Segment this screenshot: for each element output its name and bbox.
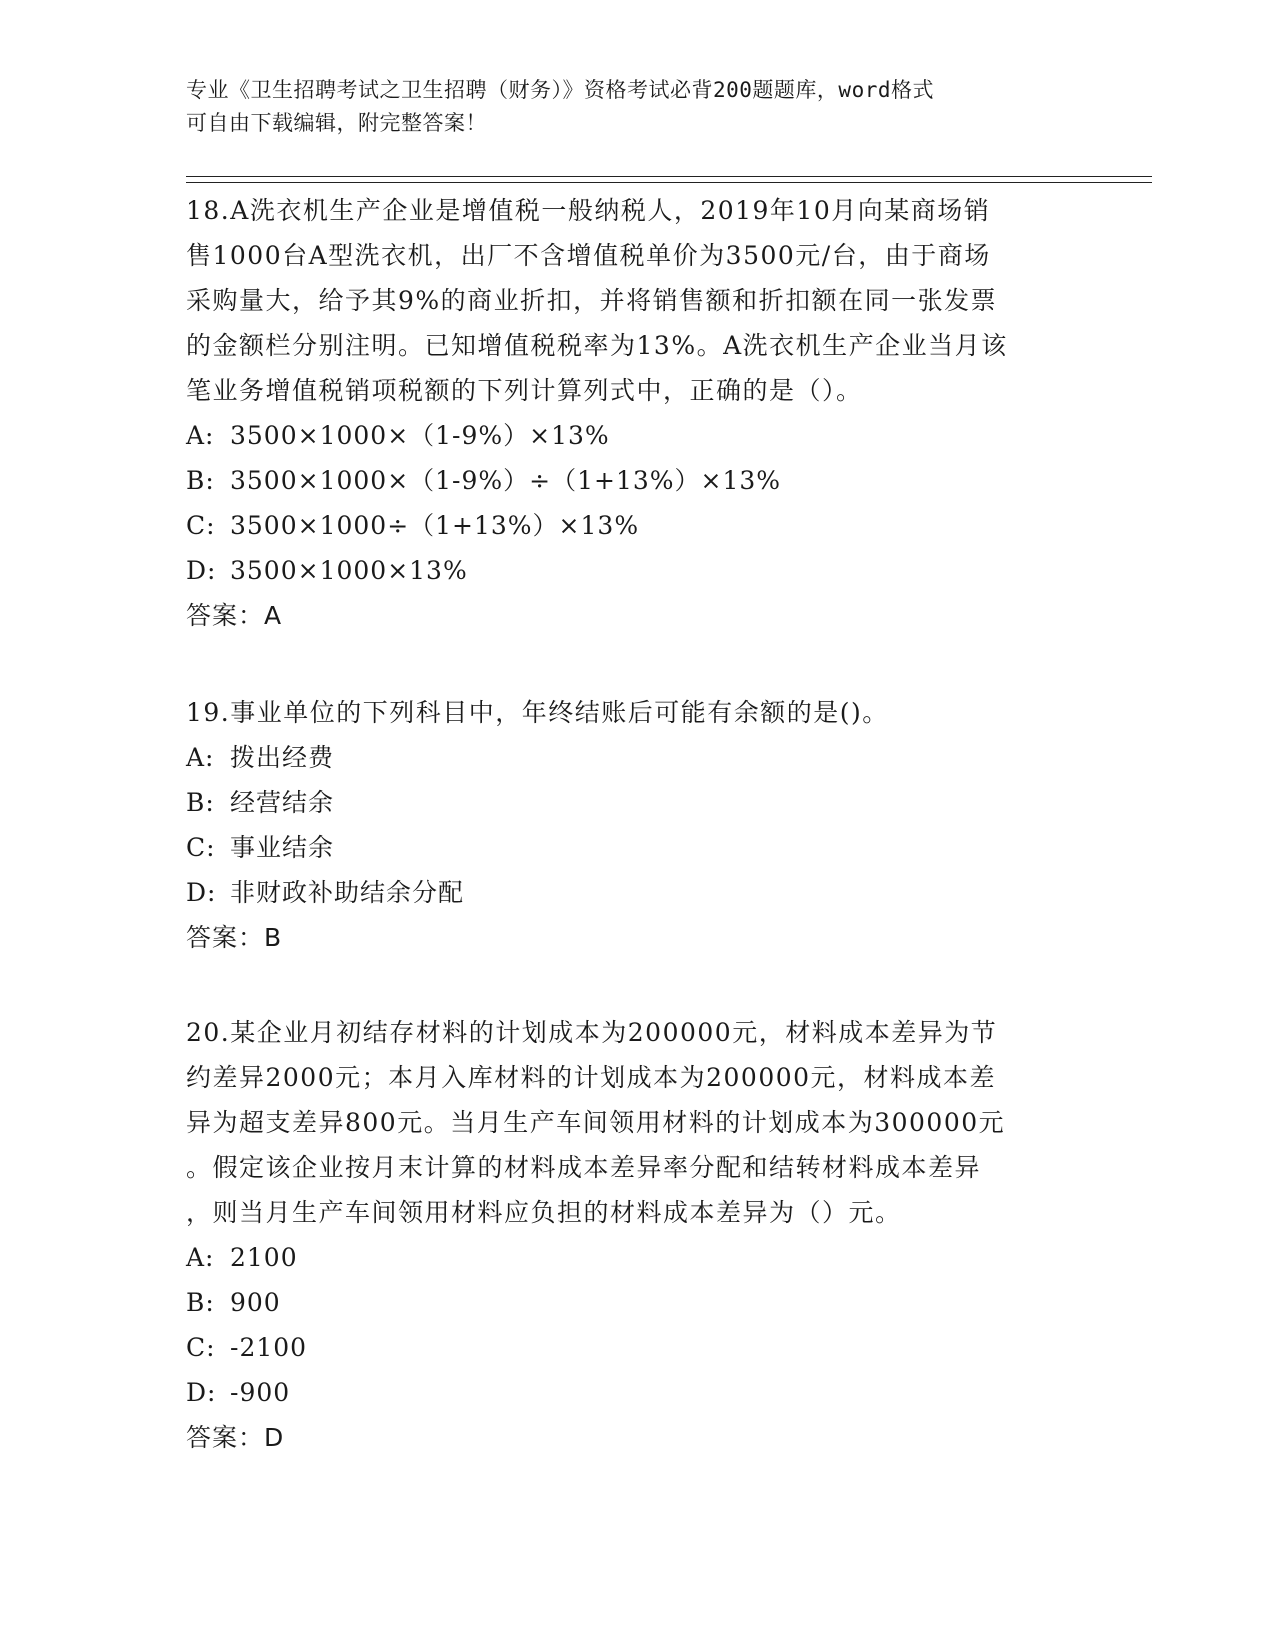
- option-text: 非财政补助结余分配: [230, 878, 465, 907]
- option-d: [186, 548, 1086, 593]
- option-text: 2100: [230, 1243, 298, 1272]
- header-divider-bottom: [186, 182, 1152, 183]
- stem-line: 异为超支差异800元。当月生产车间领用材料的计划成本为300000元: [186, 1108, 1006, 1137]
- option-text: 3500×1000×（1-9%）×13%: [230, 421, 610, 450]
- question-18: [186, 188, 1086, 638]
- option-letter: C:: [186, 1333, 216, 1362]
- option-c: [186, 1325, 1086, 1370]
- stem-line: ，则当月生产车间领用材料应负担的材料成本差异为（）元。: [186, 1198, 902, 1227]
- option-letter: A:: [186, 743, 215, 772]
- option-d: [186, 870, 1086, 915]
- option-a: [186, 735, 1086, 780]
- document-header: [186, 74, 1086, 140]
- header-divider-top: [186, 176, 1152, 177]
- option-text: 事业结余: [230, 833, 335, 862]
- option-letter: D:: [186, 878, 217, 907]
- option-letter: D:: [186, 1378, 217, 1407]
- question-stem: [186, 188, 1086, 413]
- option-b: [186, 458, 1086, 503]
- question-stem: [186, 690, 1086, 735]
- option-text: 900: [230, 1288, 281, 1317]
- option-text: 拨出经费: [230, 743, 335, 772]
- option-text: -2100: [230, 1333, 308, 1362]
- option-c: [186, 825, 1086, 870]
- stem-line: 20.某企业月初结存材料的计划成本为200000元，材料成本差异为节: [186, 1018, 998, 1047]
- option-letter: B:: [186, 788, 215, 817]
- option-b: [186, 780, 1086, 825]
- question-stem: [186, 1010, 1086, 1235]
- option-text: 3500×1000×（1-9%）÷（1+13%）×13%: [230, 466, 782, 495]
- option-letter: B:: [186, 1288, 215, 1317]
- option-letter: D:: [186, 556, 217, 585]
- option-d: [186, 1370, 1086, 1415]
- stem-line: 。假定该企业按月末计算的材料成本差异率分配和结转材料成本差异: [186, 1153, 982, 1182]
- option-a: [186, 1235, 1086, 1280]
- option-letter: A:: [186, 421, 215, 450]
- answer-line: 答案：A: [186, 601, 283, 630]
- option-c: [186, 503, 1086, 548]
- question-19: [186, 690, 1086, 960]
- stem-line: 售1000台A型洗衣机，出厂不含增值税单价为3500元/台，由于商场: [186, 241, 991, 270]
- stem-line: 18.A洗衣机生产企业是增值税一般纳税人，2019年10月向某商场销: [186, 196, 991, 225]
- option-text: 3500×1000÷（1+13%）×13%: [230, 511, 640, 540]
- stem-line: 约差异2000元；本月入库材料的计划成本为200000元，材料成本差: [186, 1063, 997, 1092]
- stem-line: 笔业务增值税销项税额的下列计算列式中，正确的是（）。: [186, 376, 863, 405]
- question-20: [186, 1010, 1086, 1460]
- option-letter: C:: [186, 833, 216, 862]
- option-letter: A:: [186, 1243, 215, 1272]
- answer-line: 答案：B: [186, 923, 283, 952]
- stem-line: 19.事业单位的下列科目中，年终结账后可能有余额的是()。: [186, 698, 889, 727]
- answer-line: 答案：D: [186, 1423, 285, 1452]
- header-line-2: 可自由下载编辑，附完整答案！: [186, 111, 487, 135]
- option-a: [186, 413, 1086, 458]
- stem-line: 采购量大，给予其9%的商业折扣，并将销售额和折扣额在同一张发票: [186, 286, 998, 315]
- option-text: -900: [230, 1378, 291, 1407]
- header-line-1: 专业《卫生招聘考试之卫生招聘（财务）》资格考试必背200题题库，word格式: [186, 78, 934, 102]
- option-text: 经营结余: [230, 788, 335, 817]
- stem-line: 的金额栏分别注明。已知增值税税率为13%。A洗衣机生产企业当月该: [186, 331, 1008, 360]
- option-b: [186, 1280, 1086, 1325]
- option-text: 3500×1000×13%: [230, 556, 468, 585]
- option-letter: B:: [186, 466, 215, 495]
- option-letter: C:: [186, 511, 216, 540]
